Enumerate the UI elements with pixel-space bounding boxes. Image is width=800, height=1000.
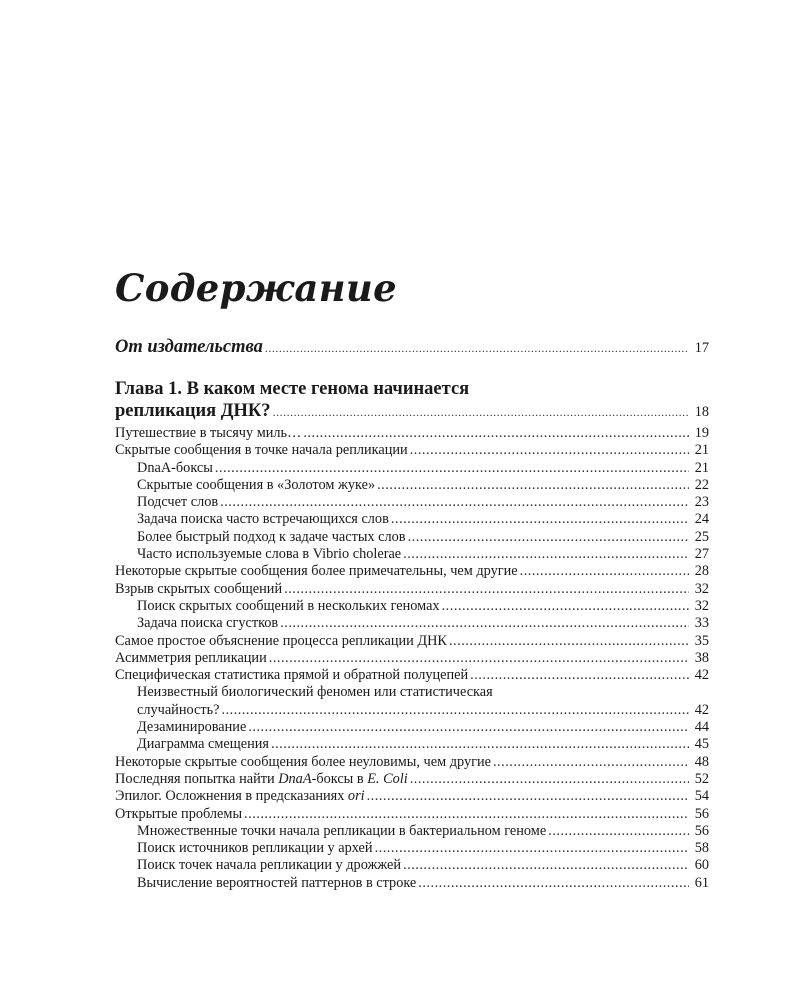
- toc-subentry[interactable]: [115, 736, 709, 753]
- dot-leader: [548, 823, 689, 840]
- toc-subentry[interactable]: [115, 546, 709, 563]
- toc-entry-label: Асимметрия репликации: [115, 649, 267, 666]
- dot-leader: [215, 460, 689, 477]
- toc-page-number: 22: [694, 476, 709, 493]
- toc-entry-label: Самое простое объяснение процесса репликации ДНК: [115, 632, 447, 649]
- toc-subentry[interactable]: [115, 511, 709, 528]
- toc-page-number: 21: [694, 459, 709, 476]
- dot-leader: [375, 840, 689, 857]
- dot-leader: [265, 337, 689, 359]
- toc-entry-label: Открытые проблемы: [115, 805, 243, 822]
- chapter-title-line2-row: [115, 400, 709, 422]
- chapter-title-line2: репликация ДНК?: [115, 401, 271, 421]
- toc-page-number: 17: [694, 340, 709, 356]
- dot-leader: [403, 546, 689, 563]
- toc-entry[interactable]: [115, 633, 709, 650]
- toc-page-number: 28: [694, 563, 709, 580]
- toc-page-number: 19: [694, 425, 709, 441]
- toc-entry-label: Более быстрый подход к задаче частых слов: [137, 528, 406, 545]
- dot-leader: [449, 633, 689, 650]
- toc-entry[interactable]: [115, 771, 709, 788]
- toc-page-number: 25: [694, 528, 709, 545]
- toc-entry-label: Скрытые сообщения в точке начала репликации: [115, 442, 408, 459]
- toc-entry-label: [115, 771, 408, 788]
- toc-chapter-1[interactable]: [115, 378, 709, 422]
- toc-entry-label: Некоторые скрытые сообщения более примечательны, чем другие: [115, 563, 518, 580]
- toc-subentry[interactable]: [115, 857, 709, 874]
- chapter-title-line1: Глава 1. В каком месте генома начинается: [115, 379, 470, 399]
- toc-page-number: 60: [694, 857, 709, 874]
- dot-leader: [442, 598, 689, 615]
- toc-entry-label: [115, 788, 365, 805]
- toc-entry[interactable]: [115, 667, 709, 684]
- toc-subentry[interactable]: [115, 529, 709, 546]
- toc-subentry[interactable]: [115, 823, 709, 840]
- toc-entry[interactable]: [115, 581, 709, 598]
- dot-leader: [220, 494, 689, 511]
- dot-leader: [221, 702, 689, 719]
- dot-leader: [377, 477, 689, 494]
- toc-page-number: 54: [694, 788, 709, 805]
- toc-entry-label: От издательства: [115, 337, 263, 357]
- toc-entry-label: Поиск источников репликации у архей: [137, 840, 373, 857]
- toc-entry-label: Взрыв скрытых сообщений: [115, 580, 283, 597]
- toc-page-number: 61: [694, 874, 709, 891]
- toc-entry-label: Задача поиска сгустков: [137, 615, 279, 632]
- toc-entry-label: Поиск точек начала репликации у дрожжей: [137, 857, 402, 874]
- toc-entry-label-line1: Неизвестный биологический феномен или статистическая: [137, 684, 493, 701]
- toc-page-number: 42: [694, 701, 709, 718]
- dot-leader: [493, 754, 689, 771]
- dot-leader: [244, 806, 689, 823]
- toc-entry-label: Подсчет слов: [137, 494, 219, 511]
- dot-leader: [303, 425, 689, 442]
- page-title: Содержание: [115, 266, 397, 310]
- toc-entry[interactable]: [115, 650, 709, 667]
- toc-entry-label: Диаграмма смещения: [137, 736, 269, 753]
- dot-leader: [248, 719, 689, 736]
- toc-page-number: 18: [694, 404, 709, 420]
- dot-leader: [403, 857, 689, 874]
- dot-leader: [284, 581, 689, 598]
- toc-entry-label: Скрытые сообщения в «Золотом жуке»: [137, 476, 376, 493]
- toc-subentry[interactable]: [115, 719, 709, 736]
- toc-entry-label-italic: E. Coli: [367, 770, 408, 787]
- dot-leader: [470, 667, 689, 684]
- toc-entry-label: Вычисление вероятностей паттернов в строке: [137, 874, 417, 891]
- toc-entry[interactable]: [115, 425, 709, 442]
- toc-page-number: 33: [694, 615, 709, 632]
- toc-entry-label-italic: DnaA: [278, 770, 312, 787]
- toc-page-number: 32: [694, 580, 709, 597]
- toc-entry-label: DnaA-боксы: [137, 459, 213, 476]
- toc-subentry[interactable]: [115, 477, 709, 494]
- toc-page-number: 27: [694, 546, 709, 563]
- dot-leader: [410, 771, 689, 788]
- toc-page-number: 56: [694, 822, 709, 839]
- toc-entry-label-italic: ori: [347, 788, 365, 805]
- toc-entry-label: Часто используемые слова в Vibrio cholerae: [137, 546, 402, 563]
- dot-leader: [269, 650, 689, 667]
- toc-entry-label-part: Эпилог. Осложнения в предсказаниях: [115, 788, 348, 805]
- toc-subentry[interactable]: [115, 615, 709, 632]
- toc-page-number: 56: [694, 805, 709, 822]
- toc-subentry[interactable]: [115, 598, 709, 615]
- toc-entry-label: Дезаминирование: [137, 719, 247, 736]
- toc-entry[interactable]: [115, 563, 709, 580]
- toc-subentry[interactable]: [115, 875, 709, 892]
- toc-subentry[interactable]: [115, 494, 709, 511]
- toc-entry-label-part: -боксы в: [311, 770, 368, 787]
- toc-entry-label: Множественные точки начала репликации в бактериальном геноме: [137, 822, 547, 839]
- toc-entry-label: Специфическая статистика прямой и обратной полуцепей: [115, 667, 469, 684]
- toc-subentry-multiline[interactable]: [115, 684, 709, 719]
- toc-subentry[interactable]: [115, 460, 709, 477]
- toc-page-number: 45: [694, 736, 709, 753]
- dot-leader: [367, 788, 689, 805]
- toc-entry[interactable]: [115, 754, 709, 771]
- toc-entry-label: Задача поиска часто встречающихся слов: [137, 511, 389, 528]
- toc-page-number: 38: [694, 649, 709, 666]
- toc-subentry-line2: [115, 702, 709, 719]
- dot-leader: [520, 563, 689, 580]
- dot-leader: [410, 442, 689, 459]
- dot-leader: [391, 511, 689, 528]
- toc-entry[interactable]: [115, 806, 709, 823]
- toc-page-number: 32: [694, 597, 709, 614]
- toc-page-number: 21: [694, 442, 709, 459]
- toc-page-number: 52: [694, 770, 709, 787]
- dot-leader: [273, 401, 689, 423]
- toc-page-number: 48: [694, 753, 709, 770]
- dot-leader: [271, 736, 689, 753]
- toc-page-number: 58: [694, 840, 709, 857]
- toc-entry-label: Поиск скрытых сообщений в нескольких геномах: [137, 597, 440, 614]
- toc-entry-label: Некоторые скрытые сообщения более неуловимы, чем другие: [115, 753, 491, 770]
- toc-entry-publisher[interactable]: [115, 336, 709, 358]
- toc-entry[interactable]: [115, 788, 709, 805]
- toc-subentry[interactable]: [115, 840, 709, 857]
- toc-entry[interactable]: [115, 442, 709, 459]
- toc-page-number: 35: [694, 632, 709, 649]
- toc-page-number: 24: [694, 511, 709, 528]
- toc-section-list: [115, 425, 709, 892]
- dot-leader: [418, 875, 689, 892]
- toc-entry-label-part: Последняя попытка найти: [115, 770, 279, 787]
- toc-page-number: 44: [694, 719, 709, 736]
- dot-leader: [408, 529, 689, 546]
- dot-leader: [280, 615, 689, 632]
- toc-entry-label-line2: случайность?: [137, 701, 220, 718]
- toc-entry-label: Путешествие в тысячу миль…: [115, 425, 302, 441]
- toc-page-number: 23: [694, 494, 709, 511]
- toc-page-number: 42: [694, 667, 709, 684]
